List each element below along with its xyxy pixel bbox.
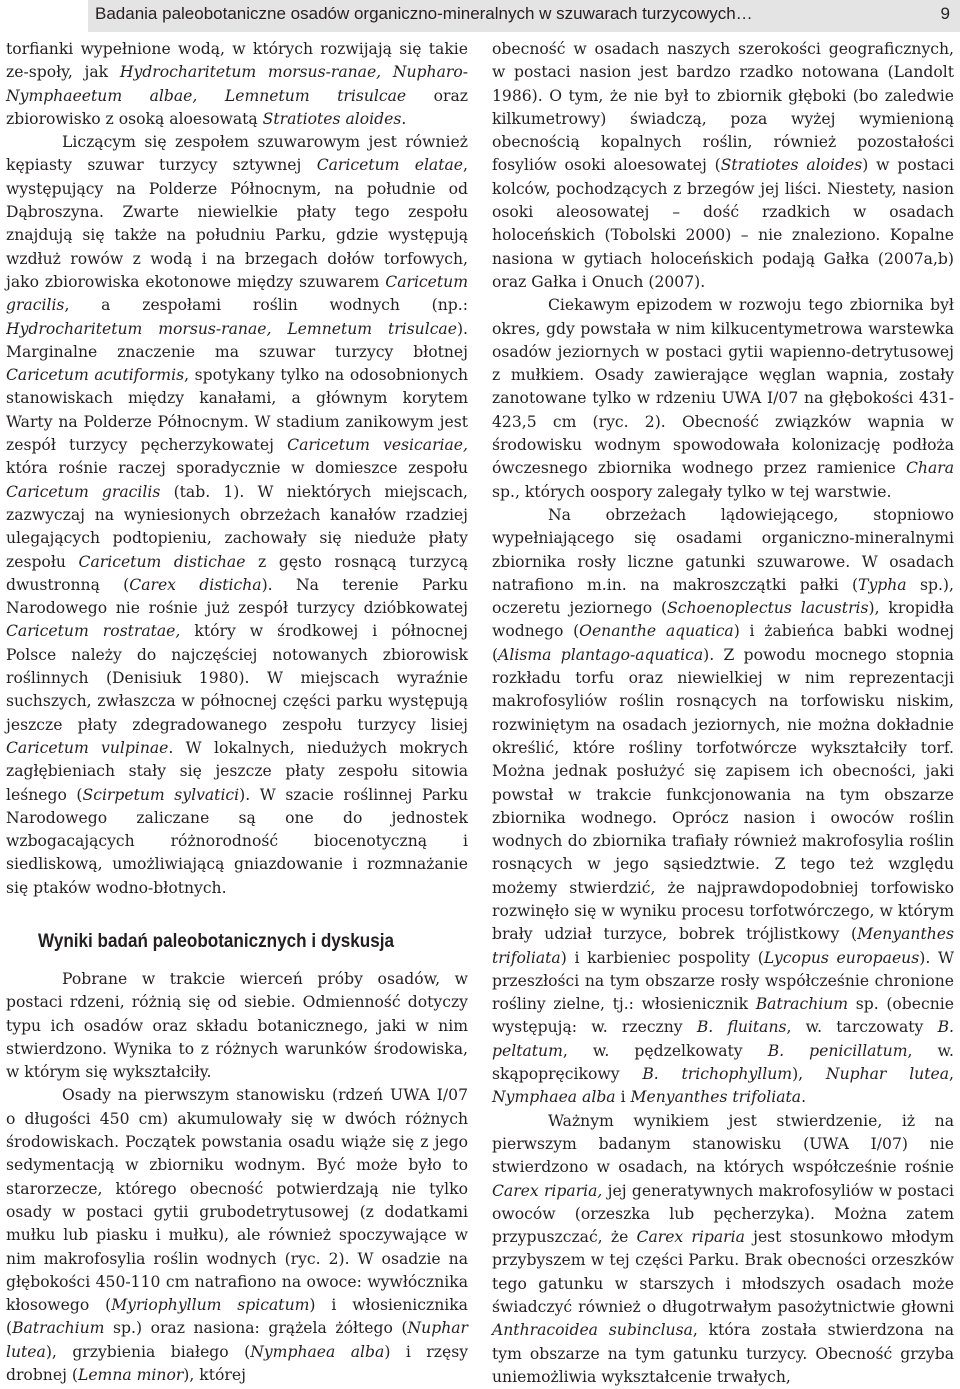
text-run: . W lokalnych, niedużych mokrych zagłębieniach stały się jeszcze płaty zespołu sitowia leśnego ( — [6, 738, 468, 804]
text-run: Pobrane w trakcie wierceń próby osadów, w postaci rdzeni, różnią się od siebie. Odmienność dotyczy typu ich osadów oraz składu botanicznego, jaki w nim stwierdzono. Wynika to z różnych warunków środowiska, w którym się wykształciły. — [6, 969, 468, 1082]
paragraph — [492, 38, 954, 294]
text-run: jej generatywnych makrofosyliów w postaci owoców (orzeszka lub pęcherzyka). Można zatem przypuszczać, że — [492, 1181, 955, 1247]
text-run: , w. pędzelkowaty — [562, 1041, 768, 1060]
italic-text: Carex disticha — [129, 575, 262, 594]
text-run: ) i rzęsy drobnej ( — [6, 1342, 469, 1385]
text-run: Na obrzeżach lądowiejącego, stopniowo wypełniającego się osadami organiczno-mineralnymi zbiornika rosły liczne gatunki szuwarowe. W osadach natrafiono m.in. na makroszczątki pałki ( — [492, 505, 954, 594]
text-run: , w. skąpopręcikowy — [492, 1041, 955, 1084]
italic-text: Nymphaea alba — [492, 1088, 616, 1107]
italic-text: Typha — [858, 575, 907, 594]
text-run: Osady na pierwszym stanowisku (rdzeń UWA I/07 o długości 450 cm) akumulowały się w dwóch różnych środowiskach. Początek powstania osadu wiąże się z jego sedymentacją w zbiorniku wodnym. Być może było to starorzecze, którego obecność potwierdzają nie tylko osady w postaci gytii grubodetrytusowej (z dodatkami mułku lub piasku i mułku), ale również spoczywające w nim makrofosylia roślin wodnych (ryc. 2). W osadzie na głębokości 450-110 cm natrafiono na owoce: wywłócznika kłosowego ( — [6, 1086, 468, 1315]
italic-text: Stratiotes aloides — [720, 156, 863, 175]
paragraph — [6, 1084, 468, 1387]
paragraph — [6, 38, 468, 131]
text-run: . — [401, 109, 407, 128]
text-run: , a zespołami roślin wodnych (np.: — [64, 296, 468, 315]
text-run: , spotykany tylko na odosobnionych stanowiskach między kanałami, a głównym korytem Warty na Polderze Północnym. W stadium zanikowym jest zespół turzycy pęcherzykowatej — [6, 366, 468, 455]
text-run: Ciekawym epizodem w rozwoju tego zbiornika był okres, gdy powstała w nim kilkucentymetrowa warstewka osadów jeziornych w postaci gytii wapienno-detrytusowej z mułkiem. Osady zawierające węglan wapnia, zostały zanotowane tylko w rdzeniu UWA I/07 na głębokości 431-423,5 cm (ryc. 2). Obecność związków wapnia w środowisku wodnym spowodowała kolonizację podłoża ówczesnego zbiornika wodnego przez ramienice — [492, 296, 954, 478]
right-column — [492, 38, 954, 1389]
italic-text: Carex riparia, — [492, 1181, 603, 1200]
italic-text: B. peltatum — [492, 1018, 954, 1060]
text-run: torfianki wypełnione wodą, w których rozwijają się takie ze-społy, jak — [6, 40, 468, 82]
paragraph — [6, 131, 468, 900]
text-run: oraz zbiorowisko z osoką aloesowatą — [6, 86, 468, 128]
text-run: , w. tarczowaty — [786, 1018, 938, 1037]
italic-text: Batrachium — [755, 995, 849, 1014]
text-run: ), grzybienia białego ( — [45, 1342, 251, 1361]
text-run: ), — [792, 1065, 826, 1084]
text-run: (tab. 1). W niektórych miejscach, zazwyczaj na wyniesionych obrzeżach kanałów rzadziej ulegających podtopieniu, zachowały się nieduże płaty zespołu — [6, 482, 468, 571]
italic-text: Alisma plantago-aquatica — [498, 645, 704, 664]
text-run: jest stosunkowo młodym przybyszem w tej części Parku. Brak obecności orzeszków tego gatunku w starszych i młodszych osadach może świadczyć również o długotrwałym pasożytnictwie głowni — [492, 1228, 955, 1317]
text-run: sp. (obecnie występują: w. rzeczny — [492, 995, 954, 1037]
italic-text: Caricetum distichae — [78, 552, 246, 571]
text-run: obecność w osadach naszych szerokości geograficznych, w postaci nasion jest bardzo rzadko notowana (Landolt 1986). O tym, że nie był to zbiornik głęboki (bo zaledwie kilkumetrowy) świadczą, poza wyżej wymienioną obecnością kopalnych roślin, również pozostałości fosyliów osoki aloesowatej ( — [492, 40, 954, 175]
text-run: ). Z powodu mocnego stopnia rozkładu torfu oraz niewielkiej w nim reprezentacji makrofosyliów roślin rosnących na torfowisku niskim, rozwiniętym na osadach jeziornych, nie można dokładnie określić, które rośliny torfotwórcze wykształciły torf. Można jednak posłużyć się zapisem ich obecności, jaki powstał w trakcie funkcjonowania na tym obszarze zbiornika wodnego. Oprócz nasion i owoców roślin wodnych do zbiornika trafiały również makrofosylia roślin rosnących w jego sąsiedztwie. Z tego też względu możemy stwierdzić, że najprawdopodobniej torfowisko rozwinęło się w wyniku procesu torfotwórczego, w którym brały udział turzyce, bobrek trójlistkowy ( — [492, 645, 954, 944]
paragraph — [492, 504, 954, 1110]
italic-text: Caricetum acutiformis — [6, 366, 185, 385]
text-run: ) w postaci kolców, pochodzących z brzegów jej liści. Niestety, nasion osoki aleosowatej – dość rzadkich w osadach holoceńskich (Tobolski 2000) – nie znaleziono. Kopalne nasiona w gytiach holoceńskich podają Gałka (2007a,b) oraz Gałka i Onuch (2007). — [492, 156, 954, 291]
text-run: , która została stwierdzona na tym obszarze na tym gatunku turzycy. Obecność grzyba uniemożliwia wykształcenie trwałych, — [492, 1321, 954, 1386]
left-column — [6, 38, 468, 1387]
text-run: . — [801, 1088, 807, 1107]
italic-text: Scirpetum sylvatici — [82, 785, 240, 804]
text-run: który w środkowej i północnej Polsce należy do najczęściej notowanych zbiorowisk roślinnych (Denisiuk 1980). W miejscach wyraźnie suchszych, zwłaszcza w północnej części parku występują jeszcze płaty zdegradowanego zespołu turzycy lisiej — [6, 622, 468, 734]
text-run: ) i żabieńca babki wodnej ( — [492, 622, 954, 664]
italic-text: Nuphar lutea — [6, 1319, 468, 1361]
italic-text: Carex riparia — [636, 1228, 745, 1247]
italic-text: B. trichophyllum — [642, 1065, 793, 1084]
italic-text: Menyanthes trifoliata — [492, 925, 954, 967]
italic-text: B. penicillatum — [767, 1041, 908, 1060]
paragraph — [6, 968, 468, 1084]
italic-text: Hydrocharitetum morsus-ranae, Nupharo-Nymphaeetum albae, Lemnetum trisulcae — [6, 63, 468, 105]
text-run: sp.), oczeretu jeziornego ( — [492, 575, 954, 618]
italic-text: Caricetum rostratae, — [6, 622, 181, 641]
text-run: ). Na terenie Parku Narodowego nie rośnie już zespół turzycy dzióbkowatej — [6, 575, 468, 618]
section-heading: Wyniki badań paleobotanicznych i dyskusja — [38, 930, 395, 952]
text-run: Ważnym wynikiem jest stwierdzenie, iż na pierwszym badanym stanowisku (UWA I/07) nie stwierdzono w osadach, na których współcześnie rośnie — [492, 1111, 954, 1177]
text-run: sp.) oraz nasiona: grążela żółtego ( — [104, 1319, 408, 1338]
text-run: ) i karbieniec pospolity ( — [560, 948, 764, 967]
paragraph — [492, 1110, 954, 1389]
text-run: , — [949, 1065, 954, 1084]
page-number: 9 — [940, 4, 950, 23]
text-run: i — [615, 1088, 631, 1107]
italic-text: Caricetum gracilis — [6, 482, 161, 501]
italic-text: Chara — [905, 459, 954, 478]
italic-text: Caricetum gracilis — [6, 272, 468, 315]
text-run: Liczącym się zespołem szuwarowym jest również kępiasty szuwar turzycy sztywnej — [6, 133, 468, 175]
italic-text: Myriophyllum spicatum — [111, 1296, 310, 1315]
text-run: ). W szacie roślinnej Parku Narodowego zaliczane są one do jednostek wzbogacających różnorodność biocenotyczną i siedliskową, umożliwiającą gniazdowanie i rozmnażanie się ptaków wodno-błotnych. — [6, 785, 468, 897]
text-run: ). W przeszłości na tym obszarze rosły współcześnie chronione rośliny zielne, tj.: włosienicznik — [492, 948, 954, 1014]
italic-text: Hydrocharitetum morsus-ranae, Lemnetum trisulcae — [6, 319, 457, 338]
italic-text: Stratiotes aloides — [262, 109, 402, 128]
italic-text: Nuphar lutea — [825, 1065, 950, 1084]
italic-text: Batrachium — [12, 1319, 105, 1338]
italic-text: Oenanthe aquatica — [579, 622, 734, 641]
text-run: ). Marginalne znaczenie ma szuwar turzycy błotnej — [6, 319, 468, 361]
italic-text: Schoenoplectus lacustris — [667, 599, 869, 618]
italic-text: Caricetum vesicariae, — [287, 436, 468, 455]
text-run: która rośnie raczej sporadycznie w domieszce zespołu — [6, 459, 468, 478]
text-run: ), której — [183, 1366, 246, 1385]
text-run: sp., których oospory zalegały tylko w tej warstwie. — [492, 482, 892, 501]
italic-text: Caricetum vulpinae — [6, 738, 169, 757]
italic-text: B. fluitans — [696, 1018, 787, 1037]
italic-text: Menyanthes trifoliata — [630, 1088, 802, 1107]
italic-text: Nymphaea alba — [250, 1342, 385, 1361]
italic-text: Lycopus europaeus — [763, 948, 920, 967]
text-run: ), kropidła wodnego ( — [492, 599, 955, 641]
italic-text: Lemna minor — [77, 1366, 184, 1385]
italic-text: Anthracoidea subinclusa — [492, 1321, 693, 1340]
text-run: ) i włosienicznika ( — [6, 1296, 468, 1338]
text-run: , występujący na Polderze Północnym, na południe od Dąbroszyna. Zwarte niewielkie płaty tego zespołu znajdują się także na południu Parku, gdzie występują wzdłuż rowów z wodą i na brzegach dołów torfowych, jako zbiorowiska ekotonowe między szuwarem — [6, 156, 468, 291]
italic-text: Caricetum elatae — [316, 156, 464, 175]
paragraph — [492, 294, 954, 504]
text-run: z gęsto rosnącą turzycą dwustronną ( — [6, 552, 469, 594]
running-title: Badania paleobotaniczne osadów organiczno-mineralnych w szuwarach turzycowych… — [95, 4, 753, 23]
